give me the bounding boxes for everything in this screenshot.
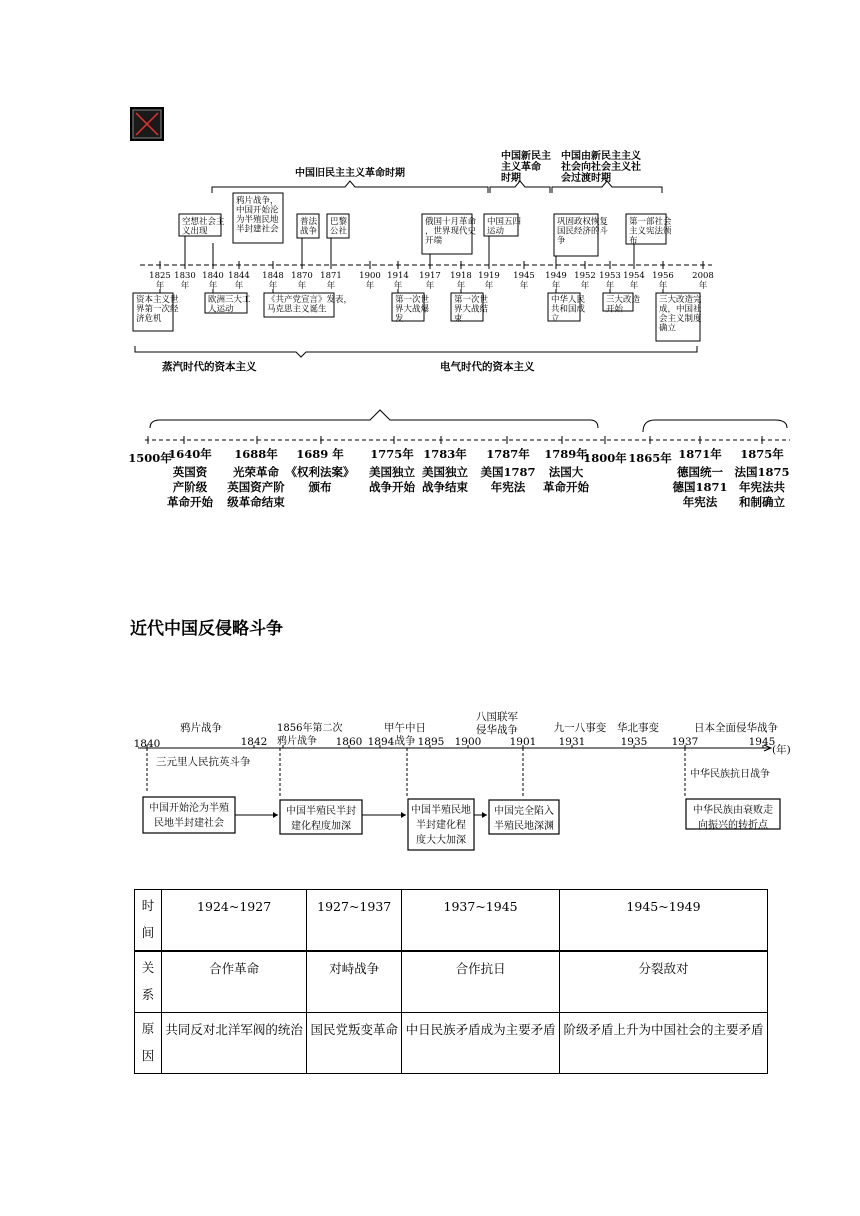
era-label: 电气时代的资本主义	[440, 361, 535, 373]
relation-cell: 合作革命	[162, 951, 307, 1013]
event-text: 第一次世界大战爆发	[395, 295, 430, 324]
reason-cell: 国民党叛变革命	[307, 1013, 402, 1074]
year-label: 1953 年	[599, 271, 621, 291]
event-text: 德国统一德国1871 年宪法	[672, 465, 728, 509]
era-label: 蒸汽时代的资本主义	[162, 361, 257, 373]
event-text: 俄国十月革命，世界现代史开端	[425, 217, 477, 246]
relation-cell: 合作抗日	[402, 951, 560, 1013]
year-label: 1931	[558, 736, 586, 748]
row-label-time	[135, 890, 162, 952]
event-text: 中国五四运动	[487, 217, 522, 237]
event-text: 巴黎公社	[330, 217, 348, 237]
year-label: 1956 年	[652, 271, 674, 291]
year-label: 1870 年	[291, 271, 313, 291]
year-label: 1775年	[370, 447, 414, 461]
event-text: 《共产党宣言》发表，马克思主义诞生	[267, 295, 353, 315]
year-label: 1875年	[740, 447, 784, 461]
year-label: 1918 年	[450, 271, 472, 291]
event-text: 美国独立战争结束	[422, 465, 468, 494]
table-row	[135, 1013, 768, 1074]
reason-cell: 中日民族矛盾成为主要矛盾	[402, 1013, 560, 1074]
box-text: 中国完全陷入半殖民地深渊	[494, 806, 554, 832]
table-row	[135, 951, 768, 1013]
row-label-text: 时 间	[141, 898, 155, 940]
year-label: 1688年	[234, 447, 278, 461]
year-label: 1949 年	[545, 271, 567, 291]
period-label: 中国由新民主主义社会向社会主义社会过渡时期	[561, 151, 641, 184]
year-label: 1914 年	[387, 271, 409, 291]
row-label-text: 原 因	[141, 1021, 155, 1063]
arrow-head	[401, 812, 406, 818]
event-label: 八国联军侵华战争	[476, 711, 518, 736]
year-label: 1800年	[583, 451, 627, 465]
note-label: 三元里人民抗英斗争	[156, 756, 251, 768]
axis-unit: (年)	[772, 744, 791, 756]
event-text: 空想社会主义出现	[182, 217, 225, 237]
period-cell: 1945~1949	[559, 890, 767, 952]
event-text: 光荣革命英国资产阶级革命结束	[227, 465, 285, 509]
period-cell: 1937~1945	[402, 890, 560, 952]
event-text: 三大改造完成，中国社会主义制度确立	[659, 295, 702, 334]
year-label: 1919 年	[478, 271, 500, 291]
year-label: 1789年	[544, 447, 588, 461]
box-text: 中国半殖民地半封建化程度大大加深	[411, 805, 471, 846]
period-label: 中国新民主主义革命时期	[501, 151, 551, 184]
year-label: 1952 年	[574, 271, 596, 291]
year-label: 1787年	[486, 447, 530, 461]
reason-cell: 共同反对北洋军阀的统治	[162, 1013, 307, 1074]
section-heading: 近代中国反侵略斗争	[130, 619, 283, 639]
year-label: 1945	[748, 736, 776, 748]
event-text: 《权利法案》颁布	[285, 465, 355, 494]
table-row	[135, 890, 768, 952]
year-label: 1860	[335, 736, 363, 748]
event-text: 欧洲三大工人运动	[208, 295, 251, 315]
event-text: 巩固政权恢复国民经济的斗争	[557, 217, 609, 246]
period-label: 中国旧民主主义革命时期	[295, 168, 405, 179]
year-label: 1830 年	[174, 271, 196, 291]
event-text: 美国1787 年宪法	[480, 465, 536, 494]
year-label: 1865年	[628, 451, 672, 465]
kmt-cpc-relations-table	[134, 889, 768, 1074]
event-text: 法国大革命开始	[543, 465, 589, 494]
year-label: 1895	[417, 736, 445, 748]
year-label: 1844 年	[228, 271, 250, 291]
event-label: 甲午中日战争	[384, 722, 426, 747]
event-text: 鸦片战争，中国开始沦为半殖民地半封建社会	[236, 196, 279, 235]
year-label: 1871年	[678, 447, 722, 461]
event-label: 九一八事变	[553, 722, 607, 734]
event-text: 普法战争	[300, 217, 318, 237]
year-label: 1894	[367, 736, 395, 748]
event-text: 美国独立战争开始	[369, 465, 415, 494]
event-text: 英国资产阶级革命开始	[167, 465, 213, 509]
event-text: 资本主义世界第一次经济危机	[136, 295, 179, 324]
year-label: 1640年	[168, 447, 212, 461]
year-label: 1840	[133, 738, 161, 750]
year-label: 1856年第二次鸦片战争	[277, 723, 343, 747]
event-text: 第一部社会主义宪法颁布	[629, 217, 672, 246]
event-text: 中华人民共和国成立	[551, 295, 586, 324]
row-label-reason	[135, 1013, 162, 1074]
period-cell: 1924~1927	[162, 890, 307, 952]
year-label: 2008 年	[692, 271, 714, 291]
period-cell: 1927~1937	[307, 890, 402, 952]
event-label: 鸦片战争	[180, 722, 222, 734]
box-text: 中国开始沦为半殖民地半封建社会	[149, 803, 229, 829]
year-label: 1937	[671, 736, 699, 748]
year-label: 1954 年	[623, 271, 645, 291]
event-text: 第一次世界大战结束	[454, 295, 489, 324]
relation-cell: 对峙战争	[307, 951, 402, 1013]
year-label: 1825 年	[149, 271, 171, 291]
year-label: 1842	[240, 736, 268, 748]
event-text: 法国1875 年宪法共和制确立	[734, 465, 790, 509]
arrow-head	[482, 812, 487, 818]
box-text: 中华民族由衰败走向振兴的转折点	[693, 805, 773, 831]
note-label: 中华民族抗日战争	[690, 769, 770, 780]
year-label: 1783年	[423, 447, 467, 461]
reason-cell: 阶级矛盾上升为中国社会的主要矛盾	[559, 1013, 767, 1074]
year-label: 1871 年	[320, 271, 342, 291]
year-label: 1689 年	[296, 447, 344, 461]
year-label: 1901	[509, 736, 537, 748]
year-label: 1848 年	[262, 271, 284, 291]
event-label: 华北事变	[617, 722, 659, 734]
box-text: 中国半殖民半封建化程度加深	[286, 806, 356, 832]
event-label: 日本全面侵华战争	[694, 722, 778, 734]
year-label: 1500年	[128, 451, 172, 465]
event-text: 三大改造开始	[606, 295, 641, 315]
year-label: 1900	[454, 736, 482, 748]
row-label-text: 关 系	[141, 960, 155, 1002]
year-label: 1917 年	[419, 271, 441, 291]
year-label: 1840 年	[202, 271, 224, 291]
relation-cell: 分裂敌对	[559, 951, 767, 1013]
row-label-relation	[135, 951, 162, 1013]
year-label: 1945 年	[513, 271, 535, 291]
year-label: 1935	[620, 736, 648, 748]
year-label: 1900 年	[359, 271, 381, 291]
arrow-head	[273, 812, 278, 818]
